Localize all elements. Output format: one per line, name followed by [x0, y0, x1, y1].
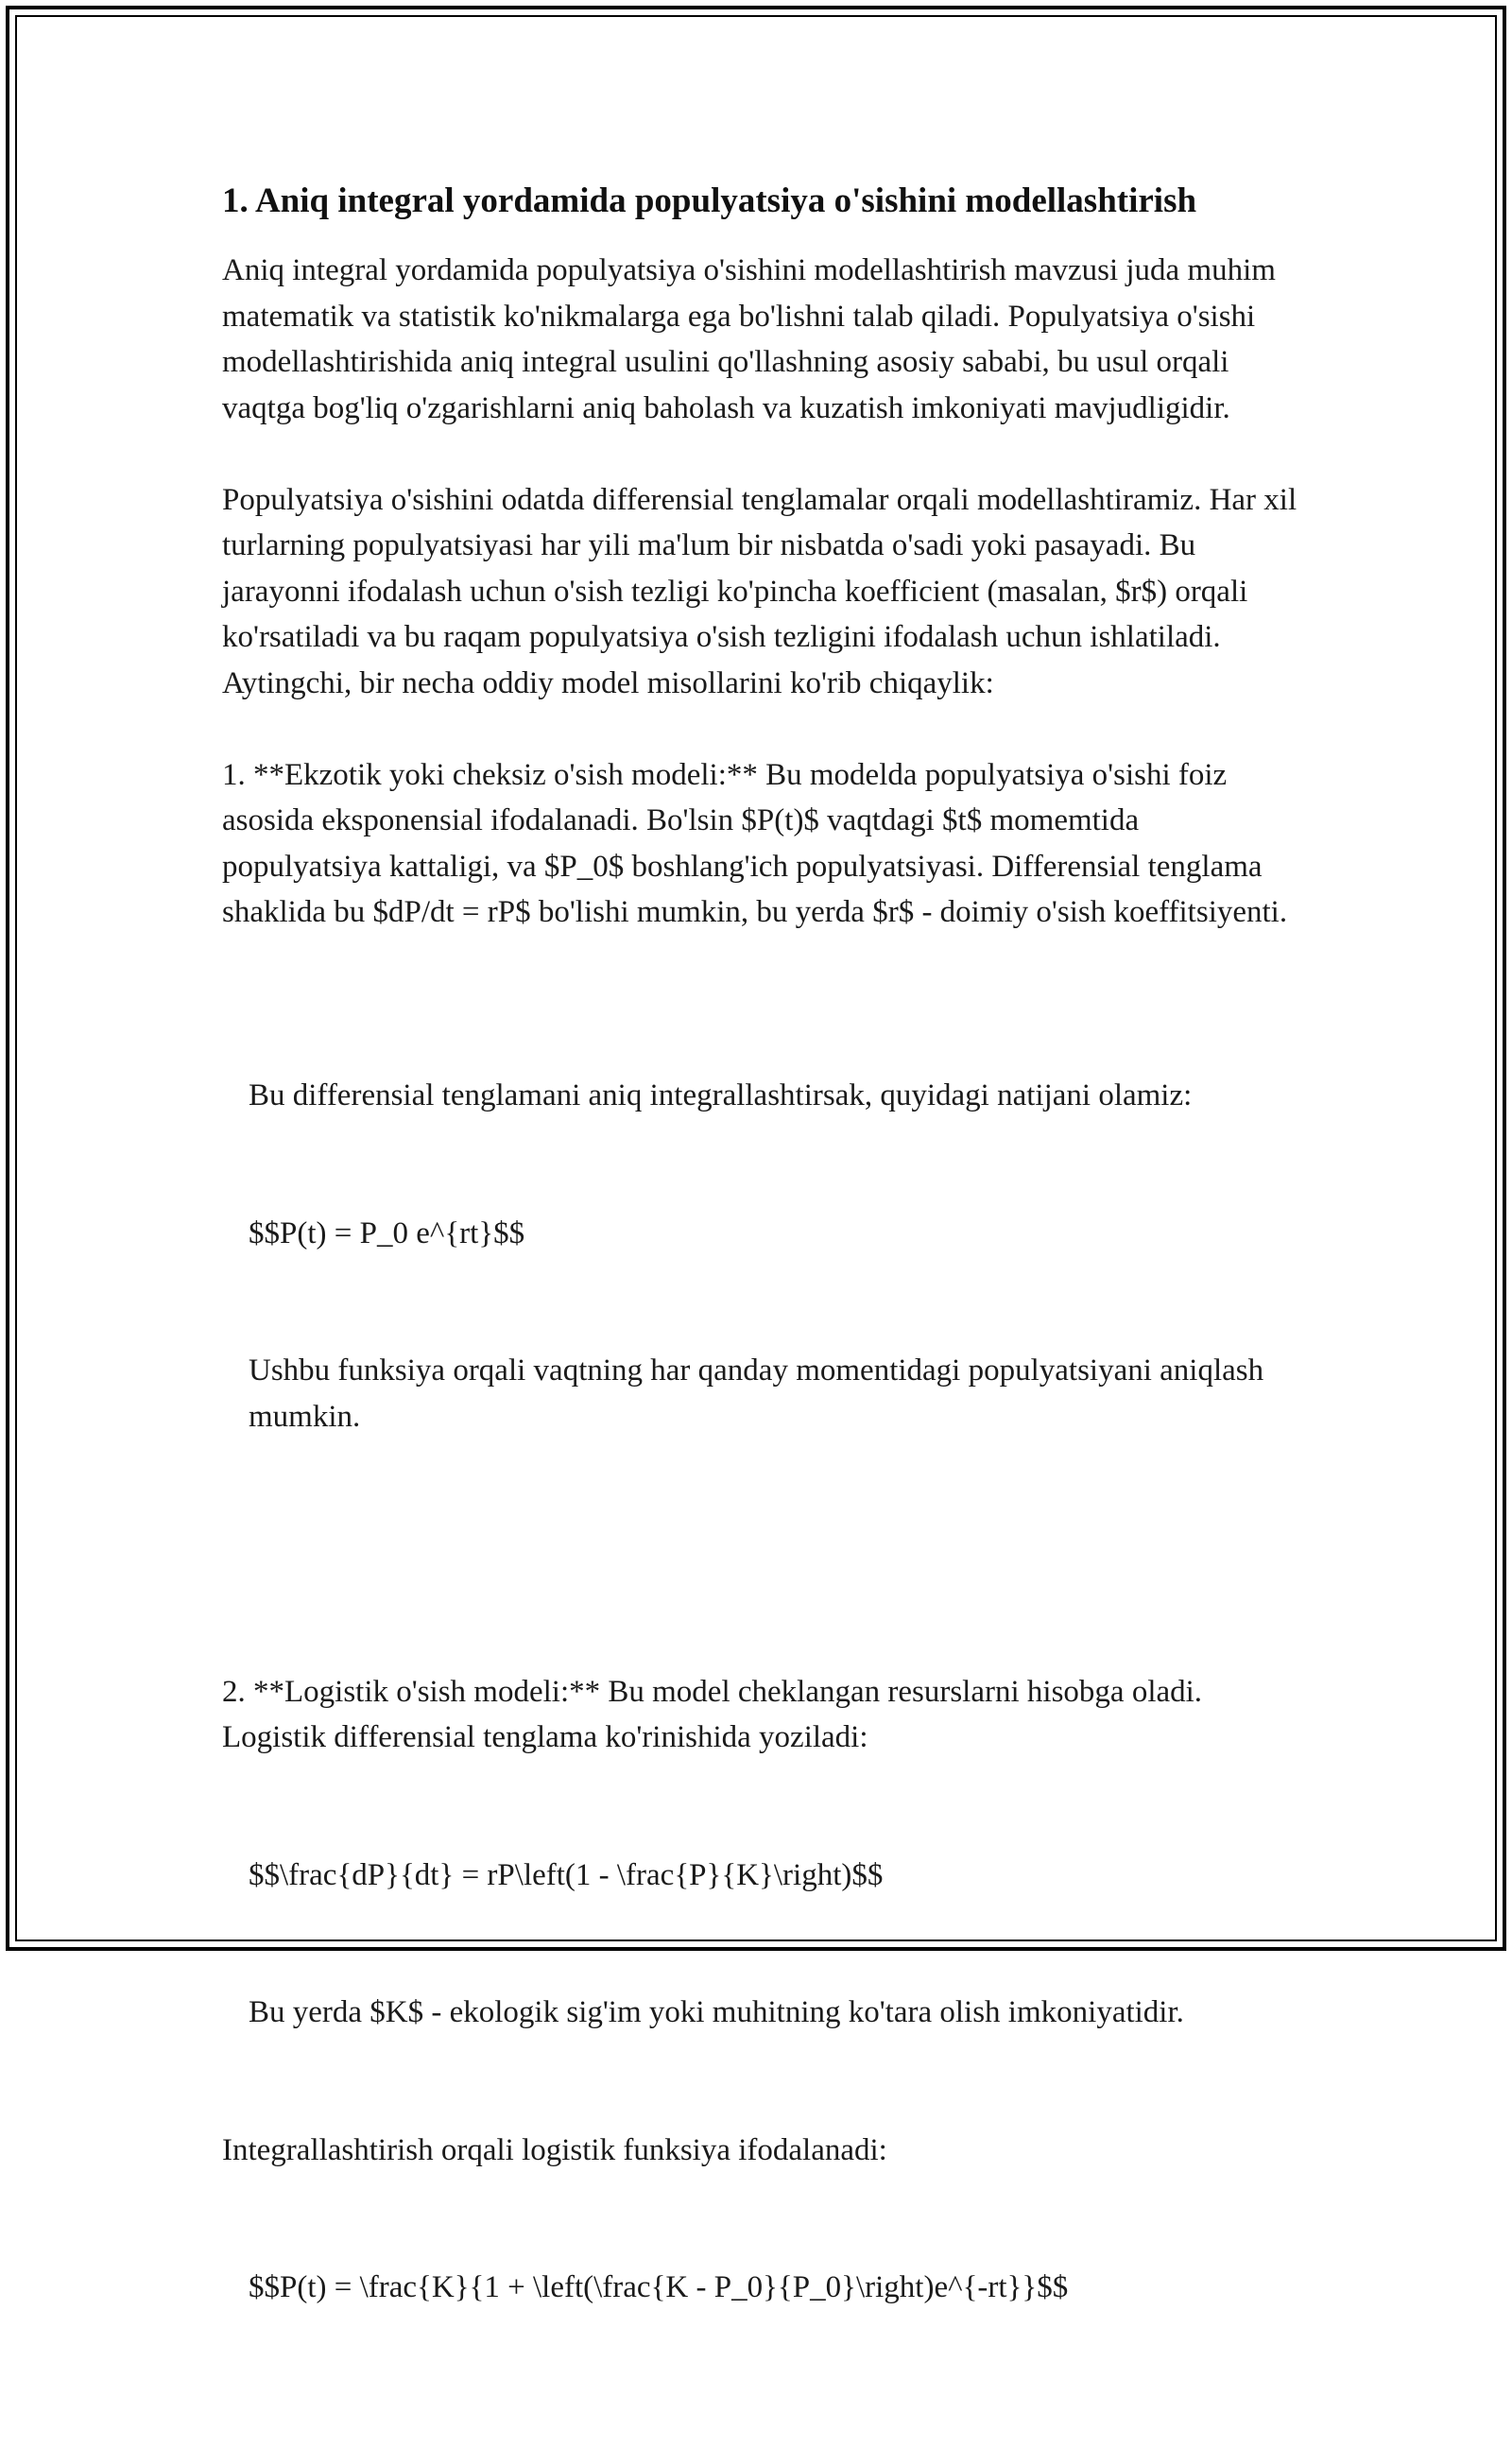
solution-intro-text: Bu differensial tenglamani aniq integrallashtirsak, quyidagi natijani olamiz:	[249, 1078, 1193, 1112]
list-item-logistic-model	[222, 1577, 1299, 2403]
logistic-function-formula: $$P(t) = \frac{K}{1 + \left(\frac{K - P_0}{P_0}\right)e^{-rt}}$$	[249, 2270, 1069, 2304]
logistic-model-intro: 2. **Logistik o'sish modeli:** Bu model cheklangan resurslarni hisobga oladi. Logistik differensial tenglama ko'rinishida yoziladi:	[222, 1674, 1211, 1754]
exponential-model-solution	[222, 981, 1299, 1531]
paragraph-differential-equations: Populyatsiya o'sishini odatda differensial tenglamalar orqali modellashtiramiz. Har xil turlarning populyatsiyasi har yili ma'lum bir nisbatda o'sadi yoki pasayadi. Bu jarayonni ifodalash uchun o'sish tezligi ko'pincha koefficient (masalan, $r$) orqali ko'rsatiladi va bu raqam populyatsiya o'sish tezligini ifodalash uchun ishlatiladi. Aytingchi, bir necha oddiy model misollarini ko'rib chiqaylik:	[222, 482, 1305, 700]
paragraph-intro: Aniq integral yordamida populyatsiya o'sishini modellashtirish mavzusi juda muhim matematik va statistik ko'nikmalarga ega bo'lishni talab qiladi. Populyatsiya o'sishi modellashtirishida aniq integral usulini qo'llashning asosiy sababi, bu usul orqali vaqtga bog'liq o'zgarishlarni aniq baholash va kuzatish imkoniyati mavjudligidir.	[222, 253, 1284, 425]
solution-conclusion-text: Ushbu funksiya orqali vaqtning har qanday momentidagi populyatsiyani aniqlash mumkin.	[249, 1353, 1272, 1434]
carrying-capacity-text: Bu yerda $K$ - ekologik sig'im yoki muhitning ko'tara olish imkoniyatidir.	[249, 1995, 1184, 2029]
integration-text: Integrallashtirish orqali logistik funksiya ifodalanadi:	[222, 2132, 887, 2167]
document-body	[222, 176, 1305, 2448]
list-item-exponential-model: 1. **Ekzotik yoki cheksiz o'sish modeli:** Bu modelda populyatsiya o'sishi foiz asosida eksponensial ifodalanadi. Bo'lsin $P(t)$ vaqtdagi $t$ momemtida populyatsiya kattaligi, va $P_0$ boshlang'ich populyatsiyasi. Differensial tenglama shaklida bu $dP/dt = rP$ bo'lishi mumkin, bu yerda $r$ - doimiy o'sish koeffitsiyenti.	[222, 757, 1288, 929]
document-title: 1. Aniq integral yordamida populyatsiya o'sishini modellashtirish	[222, 181, 1197, 220]
logistic-differential-formula: $$\frac{dP}{dt} = rP\left(1 - \frac{P}{K}\right)$$	[249, 1857, 884, 1892]
exponential-formula: $$P(t) = P_0 e^{rt}$$	[249, 1215, 525, 1250]
